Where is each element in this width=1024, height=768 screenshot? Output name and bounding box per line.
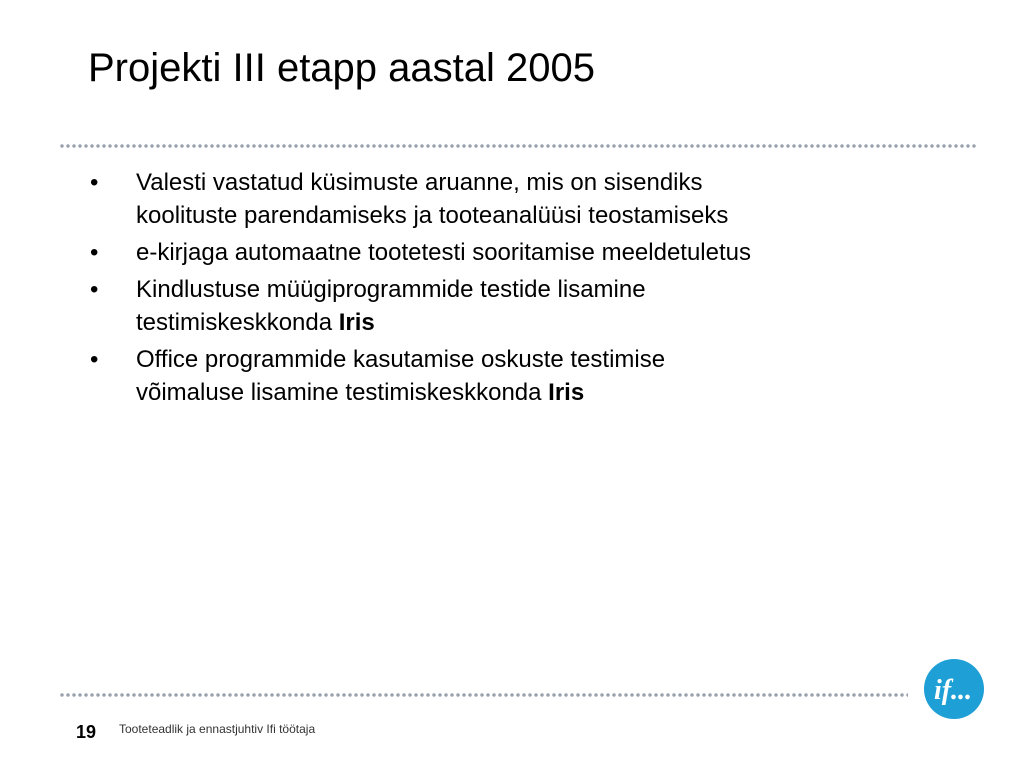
bullet-marker-icon: • xyxy=(90,239,99,266)
bullet-text-line: Kindlustuse müügiprogrammide testide lisamine xyxy=(136,276,646,303)
bullet-item xyxy=(88,343,888,409)
top-divider xyxy=(60,144,976,148)
bullet-item xyxy=(88,236,888,269)
bullet-marker-icon: • xyxy=(90,346,99,373)
bottom-divider xyxy=(60,693,908,697)
bullet-item xyxy=(88,273,888,339)
bullet-marker-icon: • xyxy=(90,276,99,303)
page-number: 19 xyxy=(76,722,97,742)
slide-title: Projekti III etapp aastal 2005 xyxy=(88,46,595,90)
bullet-text-line: võimaluse lisamine testimiskeskkonda xyxy=(136,379,549,406)
bullet-list xyxy=(88,166,888,413)
footer-text: Tooteteadlik ja ennastjuhtiv Ifi töötaja xyxy=(119,722,316,736)
bullet-text-line: Office programmide kasutamise oskuste testimise xyxy=(136,346,666,373)
if-logo-svg xyxy=(922,657,986,721)
bullet-bold-term: Iris xyxy=(338,309,375,336)
if-logo-icon xyxy=(922,657,986,721)
bullet-text-line: koolituste parendamiseks ja tooteanalüüsi teostamiseks xyxy=(136,202,729,229)
bullet-bold-term: Iris xyxy=(548,379,585,406)
logo-text: if... xyxy=(933,675,973,706)
bullet-marker-icon: • xyxy=(90,169,99,196)
bullet-text-line: Valesti vastatud küsimuste aruanne, mis on sisendiks xyxy=(136,169,703,196)
bullet-text-line: testimiskeskkonda xyxy=(136,309,339,336)
bullet-text-line: e-kirjaga automaatne tootetesti sooritamise meeldetuletus xyxy=(136,239,751,266)
bullet-item xyxy=(88,166,888,232)
